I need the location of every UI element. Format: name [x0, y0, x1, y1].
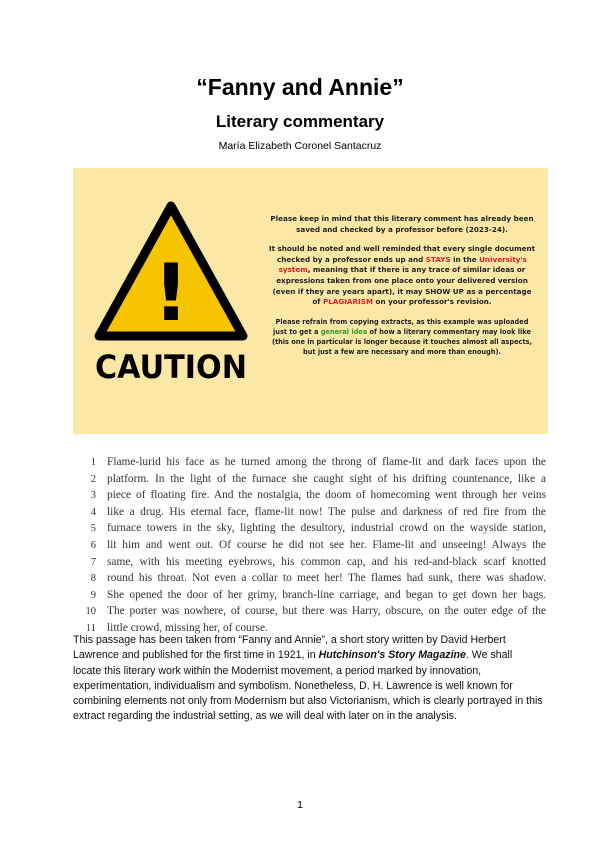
line-text: She opened the door of her grimy, branch-line carriage, and began to get down her bags.: [107, 588, 546, 601]
exclamation-icon: !: [153, 249, 189, 339]
extract-line: [76, 605, 546, 622]
line-text: furnace towers in the sky, lighting the desultory, industrial crowd on the wayside station,: [107, 522, 546, 535]
line-number: 6: [90, 539, 96, 551]
extract-line: [76, 539, 546, 556]
line-number: 7: [90, 556, 96, 568]
line-text: same, with his meeting eyebrows, his common cap, and his red-and-black scarf knotted: [107, 555, 546, 568]
author-name: María Elizabeth Coronel Santacruz: [218, 140, 382, 152]
commentary-text: . We shall locate this literary work within the Modernist movement, a period marked by innovation, experimentation, individualism and symbolism. Nonetheless, D. H. Lawrence is well known for combining elements not only from Modernism but also Victorianism, which is clearly portrayed in this extract regarding the industrial setting, as we will deal with later on in the analysis.: [73, 649, 543, 723]
extract-line: [76, 556, 546, 573]
warning-paragraph-1: Please keep in mind that this literary comment has already been saved and checked by a professor before (2023-24).: [270, 214, 534, 234]
line-number: 9: [90, 589, 96, 601]
plagiarism-warning: [268, 214, 536, 357]
line-text: piece of floating fire. And the nostalgia, the doom of homecoming went through her veins: [107, 489, 546, 502]
caution-notice-box: [73, 168, 548, 434]
stays-highlight: STAYS: [425, 254, 451, 264]
extract-line: [76, 473, 546, 490]
warning-paragraph-3: [268, 317, 536, 357]
extract-line: [76, 506, 546, 523]
warning-text: on your professor's revision.: [373, 297, 492, 307]
line-text: platform. In the light of the furnace she caught sight of his drifting countenance, like a: [107, 472, 546, 485]
caution-word: CAUTION: [95, 348, 247, 386]
warning-text: in the: [450, 254, 480, 264]
extract-line: [76, 489, 546, 506]
extract-line: [76, 456, 546, 473]
line-number: 10: [85, 606, 96, 618]
line-text: The porter was nowhere, of course, but there was Harry, obscure, on the outer edge of the: [107, 605, 546, 618]
line-number: 4: [90, 506, 96, 518]
line-number: 1: [90, 457, 96, 468]
line-text: like a drug. His eternal face, flame-lit now! The pulse and darkness of red fire from the: [107, 505, 546, 518]
document-subtitle: Literary commentary: [215, 112, 385, 131]
literary-extract: [76, 456, 546, 639]
line-text: little crowd, missing her, of course.: [107, 621, 268, 634]
extract-line: [76, 522, 546, 539]
general-idea-highlight: general idea: [320, 327, 368, 336]
warning-text: It should be noted and well reminded that every single document checked by a professor ends up and: [268, 244, 536, 264]
line-number: 2: [90, 473, 96, 485]
warning-paragraph-2: [268, 244, 536, 308]
warning-text: of how a literary commentary may look like (this one in particular is longer because it touches almost all aspects, but just a few are necessary and more than enough).: [271, 327, 533, 356]
document-title: “Fanny and Annie”: [196, 74, 404, 100]
line-text: lit him and went out. Of course he did not see her. Flame-lit and unseeing! Always the: [107, 538, 546, 551]
line-text: round his throat. Not even a collar to meet her! The flames had sunk, there was shadow.: [107, 572, 546, 585]
extract-line: [76, 572, 546, 589]
line-number: 8: [90, 573, 96, 585]
line-text: Flame-lurid his face as he turned among the throng of flame-lit and dark faces upon the: [107, 456, 546, 468]
magazine-title: Hutchinson's Story Magazine: [318, 649, 466, 662]
line-number: 11: [85, 622, 96, 634]
university-system-highlight: University's system: [278, 254, 527, 275]
warning-text: , meaning that if there is any trace of similar ideas or expressions taken from one place onto your delivered version (even if they are years apart), it may SHOW UP as a percentage of: [272, 265, 532, 307]
line-number: 3: [90, 490, 96, 502]
caution-sign-icon: [91, 198, 251, 388]
commentary-paragraph: [73, 633, 543, 725]
plagiarism-highlight: PLAGIARISM: [322, 297, 374, 307]
line-number: 5: [90, 523, 96, 535]
commentary-text: This passage has been taken from “Fanny and Annie”, a short story written by David Herbert Lawrence and published for the first time in 1921, in: [73, 634, 506, 662]
extract-line: [76, 589, 546, 606]
warning-text: Please refrain from copying extracts, as this example was uploaded just to get a: [273, 317, 529, 336]
page-number: 1: [297, 799, 303, 811]
